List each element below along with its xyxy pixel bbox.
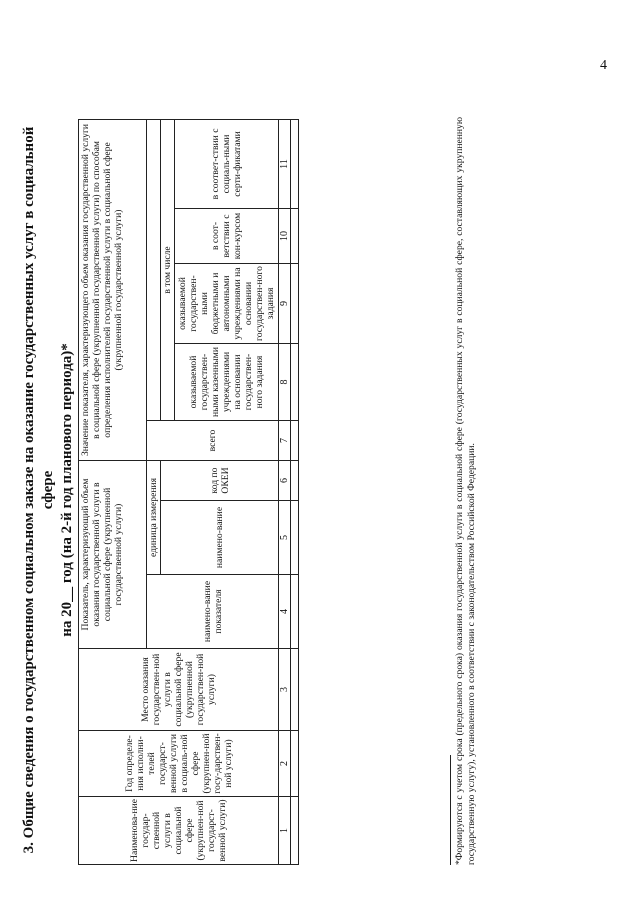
col-number-1: 1 <box>279 797 291 865</box>
unit-name-header: наимено-вание <box>161 501 279 575</box>
heading-line-1: 3. Общие сведения о государственном социальном заказе на оказание государственных услуг в социальной сфере <box>21 126 56 854</box>
col3-header: Место оказания государствен-ной услуги в социальной сфере (укрупненной государствен-ной услуги) <box>79 649 279 731</box>
sub8-header: оказываемой государствен-ными казенными учреждениями на основании государствен-ного задания <box>175 344 279 421</box>
empty-cell <box>291 421 299 461</box>
footnote-separator <box>450 755 451 865</box>
col-number-10: 10 <box>279 209 291 264</box>
footnote: *Формируются с учетом срока (предельного срока) оказания государственной услуги в социальной сфере (государственных услуг в социальной сфере, составляющих укрупненную государственную услугу), установленного в соответствии с законодательством Российской Федерации. <box>454 117 477 865</box>
empty-cell <box>291 461 299 501</box>
empty-cell <box>291 264 299 344</box>
rotated-page-content <box>20 115 580 865</box>
empty-cell <box>291 119 299 208</box>
empty-cell <box>291 575 299 649</box>
empty-cell <box>291 209 299 264</box>
social-order-table <box>78 120 299 865</box>
sub10-header: в соот-ветствии с кон-курсом <box>175 209 279 264</box>
empty-cell <box>291 501 299 575</box>
unit-header: единица измерения <box>147 461 161 575</box>
heading-line-2: на 20__ год (на 2-й год планового периода)* <box>59 343 75 637</box>
col-number-7: 7 <box>279 421 291 461</box>
indicator-name-header: наимено-вание показателя <box>147 575 279 649</box>
indicator-header: Показатель, характеризующий объем оказания государственной услуги в социальной сфере (укрупненной государственной услуги) <box>79 461 147 649</box>
empty-cell <box>291 731 299 797</box>
col-number-3: 3 <box>279 649 291 731</box>
including-header: в том числе <box>161 119 175 420</box>
col2-header: Год определе-ния исполни-телей государст-венной услуги в социаль-ной сфере (укрупнен-ной госу-дарствен-ной услуги) <box>79 731 279 797</box>
empty-cell <box>291 649 299 731</box>
col-number-5: 5 <box>279 501 291 575</box>
col1-header: Наименова-ние государ-ственной услуги в социальной сфере (укрупнен-ной государст-венной услуги) <box>79 797 279 865</box>
empty-cell <box>291 797 299 865</box>
empty-cell <box>291 344 299 421</box>
value-header: Значение показателя, характеризующего объем оказания государственной услуги в социальной сфере (укрупненной государственной услуги) по способам определения исполнителей государственной услуги в социальной сфере (укрупненной государственной услуги) <box>79 119 147 460</box>
col-number-11: 11 <box>279 119 291 208</box>
col-number-9: 9 <box>279 264 291 344</box>
col-number-8: 8 <box>279 344 291 421</box>
unit-okei-header: код по ОКЕИ <box>161 461 279 501</box>
empty-spacer <box>147 119 161 420</box>
sub11-header: в соответ-ствии с социаль-ными серти-фикатами <box>175 119 279 208</box>
col-number-6: 6 <box>279 461 291 501</box>
col-number-2: 2 <box>279 731 291 797</box>
section-heading <box>20 115 77 865</box>
sub9-header: оказываемой государствен-ными бюджетными и автономными учреждениями на основании государствен-ного задания <box>175 264 279 344</box>
total-header: всего <box>147 421 279 461</box>
page-number: 4 <box>600 58 607 73</box>
col-number-4: 4 <box>279 575 291 649</box>
